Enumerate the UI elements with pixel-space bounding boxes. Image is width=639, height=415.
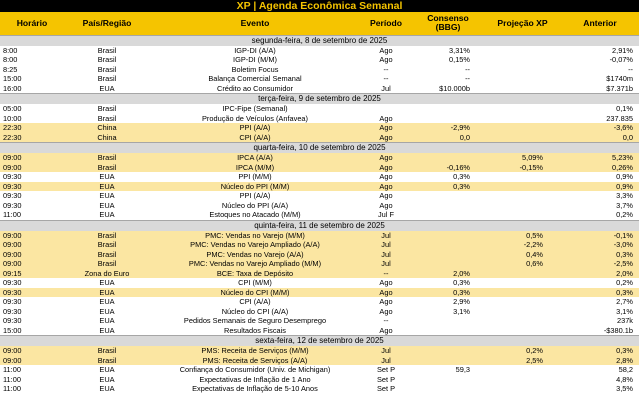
table-row bbox=[0, 123, 639, 133]
cell-evento: IGP-DI (A/A) bbox=[234, 45, 276, 55]
cell-pais: Brasil bbox=[64, 163, 150, 173]
cell-evento: Pedidos Semanais de Seguro Desemprego bbox=[183, 316, 327, 325]
cell-periodo: Set P bbox=[376, 384, 396, 393]
cell-consenso bbox=[412, 259, 484, 269]
cell-consenso: 0,3% bbox=[412, 288, 484, 298]
cell-projecao bbox=[484, 269, 561, 279]
header-pais: País/Região bbox=[82, 17, 132, 28]
cell-projecao bbox=[484, 278, 561, 288]
cell-anterior: 58,2 bbox=[618, 365, 633, 374]
cell-horario: 8:00 bbox=[3, 45, 18, 55]
day-header-row bbox=[0, 220, 639, 231]
cell-periodo: Ago bbox=[379, 325, 393, 335]
cell-horario: 22:30 bbox=[0, 133, 64, 143]
cell-horario: 09:30 bbox=[3, 278, 22, 287]
table-row bbox=[0, 269, 639, 279]
cell-consenso bbox=[412, 104, 484, 114]
table-row bbox=[0, 365, 639, 375]
cell-pais: Brasil bbox=[64, 250, 150, 260]
cell-consenso bbox=[412, 326, 484, 336]
cell-horario: 09:00 bbox=[0, 231, 64, 241]
cell-evento: Balança Comercial Semanal bbox=[208, 74, 302, 83]
table-row bbox=[0, 288, 639, 298]
cell-evento: PMS: Receita de Serviços (M/M) bbox=[150, 346, 360, 356]
cell-pais: EUA bbox=[99, 83, 115, 93]
header-evento: Evento bbox=[240, 17, 270, 28]
cell-projecao bbox=[484, 191, 561, 201]
table-row bbox=[0, 201, 639, 211]
cell-evento: IPC-Fipe (Semanal) bbox=[222, 104, 288, 113]
cell-consenso: 0,3% bbox=[453, 278, 470, 287]
cell-consenso bbox=[412, 240, 484, 250]
cell-projecao bbox=[484, 210, 561, 220]
cell-horario: 15:00 bbox=[3, 74, 22, 83]
cell-periodo: Ago bbox=[379, 306, 393, 316]
cell-horario: 11:00 bbox=[3, 374, 21, 384]
cell-pais: EUA bbox=[99, 297, 115, 306]
cell-projecao bbox=[484, 104, 561, 114]
cell-projecao: 0,2% bbox=[484, 346, 561, 356]
cell-horario: 09:30 bbox=[3, 316, 22, 325]
cell-projecao bbox=[484, 384, 561, 394]
cell-horario: 09:00 bbox=[0, 346, 64, 356]
cell-periodo: Set P bbox=[376, 365, 396, 374]
cell-periodo: Jul bbox=[360, 346, 412, 356]
cell-anterior: 0,1% bbox=[616, 104, 633, 113]
cell-consenso bbox=[412, 191, 484, 201]
agenda-table bbox=[0, 12, 639, 394]
cell-projecao bbox=[484, 297, 561, 307]
cell-evento: BCE: Taxa de Depósito bbox=[150, 269, 360, 279]
cell-anterior: -- bbox=[628, 64, 633, 74]
cell-evento: Produção de Veículos (Anfavea) bbox=[202, 113, 308, 123]
cell-evento: PPI (A/A) bbox=[239, 191, 271, 200]
cell-evento: PMS: Receita de Serviços (A/A) bbox=[150, 356, 360, 366]
cell-pais: EUA bbox=[64, 182, 150, 192]
cell-horario: 11:00 bbox=[3, 210, 21, 219]
cell-consenso: 0,3% bbox=[453, 172, 470, 181]
cell-periodo: Ago bbox=[360, 163, 412, 173]
cell-evento: PMC: Vendas no Varejo Ampliado (M/M) bbox=[150, 259, 360, 269]
cell-pais: EUA bbox=[99, 384, 115, 393]
header-projecao: Projeção XP bbox=[497, 17, 548, 28]
cell-periodo: -- bbox=[383, 64, 389, 74]
cell-periodo bbox=[360, 104, 412, 114]
cell-consenso bbox=[412, 346, 484, 356]
cell-evento: IPCA (A/A) bbox=[150, 153, 360, 163]
cell-anterior: 0,3% bbox=[561, 346, 639, 356]
agenda-body bbox=[0, 35, 639, 394]
cell-horario: 11:00 bbox=[3, 384, 21, 393]
cell-pais: EUA bbox=[99, 191, 115, 200]
cell-consenso bbox=[412, 210, 484, 220]
cell-projecao: 0,4% bbox=[484, 250, 561, 260]
cell-pais: Brasil bbox=[97, 113, 117, 123]
table-row bbox=[0, 375, 639, 385]
cell-projecao bbox=[484, 114, 561, 124]
cell-horario: 22:30 bbox=[0, 123, 64, 133]
cell-pais: Brasil bbox=[64, 240, 150, 250]
cell-periodo: Ago bbox=[360, 123, 412, 133]
table-row bbox=[0, 307, 639, 317]
cell-pais: EUA bbox=[99, 172, 115, 181]
day-label: quinta-feira, 11 de setembro de 2025 bbox=[0, 220, 639, 231]
cell-anterior: 4,8% bbox=[616, 374, 633, 384]
table-row bbox=[0, 84, 639, 94]
cell-consenso: 59,3 bbox=[455, 365, 470, 374]
table-row bbox=[0, 250, 639, 260]
cell-periodo: Ago bbox=[360, 153, 412, 163]
cell-horario: 09:30 bbox=[3, 306, 22, 316]
table-row bbox=[0, 163, 639, 173]
cell-projecao bbox=[484, 316, 561, 326]
cell-horario: 8:00 bbox=[3, 55, 18, 64]
table-row bbox=[0, 114, 639, 124]
cell-pais: EUA bbox=[99, 325, 115, 335]
cell-pais: Brasil bbox=[97, 104, 117, 113]
cell-horario: 10:00 bbox=[3, 113, 22, 123]
cell-projecao bbox=[484, 375, 561, 385]
cell-periodo: -- bbox=[383, 316, 389, 325]
day-label: segunda-feira, 8 de setembro de 2025 bbox=[0, 35, 639, 46]
cell-periodo: Ago bbox=[360, 288, 412, 298]
table-row bbox=[0, 153, 639, 163]
cell-evento: Núcleo do CPI (A/A) bbox=[221, 306, 289, 316]
cell-horario: 09:30 bbox=[0, 288, 64, 298]
cell-consenso: 2,9% bbox=[453, 297, 470, 306]
cell-projecao: -2,2% bbox=[484, 240, 561, 250]
cell-horario: 09:00 bbox=[0, 153, 64, 163]
cell-horario: 09:00 bbox=[0, 356, 64, 366]
cell-consenso: 2,0% bbox=[412, 269, 484, 279]
cell-pais: EUA bbox=[99, 306, 115, 316]
cell-anterior: -2,5% bbox=[561, 259, 639, 269]
table-row bbox=[0, 297, 639, 307]
cell-anterior: 5,23% bbox=[561, 153, 639, 163]
cell-evento: Resultados Fiscais bbox=[223, 325, 287, 335]
cell-projecao bbox=[484, 84, 561, 94]
table-row bbox=[0, 210, 639, 220]
cell-periodo: Ago bbox=[379, 113, 393, 123]
cell-evento: CPI (A/A) bbox=[150, 133, 360, 143]
table-row bbox=[0, 240, 639, 250]
cell-pais: EUA bbox=[99, 374, 115, 384]
cell-projecao bbox=[484, 46, 561, 56]
cell-periodo: -- bbox=[360, 269, 412, 279]
cell-evento: PMC: Vendas no Varejo (A/A) bbox=[150, 250, 360, 260]
cell-consenso bbox=[412, 231, 484, 241]
cell-anterior: 2,7% bbox=[616, 297, 633, 306]
cell-pais: Brasil bbox=[64, 346, 150, 356]
cell-pais: Brasil bbox=[64, 259, 150, 269]
cell-evento: CPI (M/M) bbox=[238, 278, 272, 287]
cell-anterior: 3,5% bbox=[616, 384, 633, 393]
cell-horario: 16:00 bbox=[3, 83, 22, 93]
cell-evento: Estoques no Atacado (M/M) bbox=[209, 210, 301, 219]
cell-pais: EUA bbox=[64, 288, 150, 298]
cell-horario: 09:30 bbox=[3, 297, 22, 306]
cell-anterior: 237k bbox=[616, 316, 633, 325]
cell-projecao bbox=[484, 55, 561, 65]
table-row bbox=[0, 46, 639, 56]
cell-anterior: 0,3% bbox=[561, 288, 639, 298]
cell-anterior: 0,0 bbox=[561, 133, 639, 143]
header-anterior: Anterior bbox=[583, 17, 617, 28]
cell-anterior: -3,0% bbox=[561, 240, 639, 250]
cell-projecao: 5,09% bbox=[484, 153, 561, 163]
cell-pais: EUA bbox=[99, 278, 115, 287]
cell-evento: PPI (M/M) bbox=[238, 172, 272, 181]
cell-consenso bbox=[412, 153, 484, 163]
cell-anterior: -3,6% bbox=[561, 123, 639, 133]
cell-consenso bbox=[412, 356, 484, 366]
cell-periodo: -- bbox=[383, 74, 389, 83]
cell-horario: 09:00 bbox=[0, 250, 64, 260]
cell-horario: 09:00 bbox=[0, 259, 64, 269]
cell-consenso: 0,0 bbox=[412, 133, 484, 143]
cell-horario: 09:15 bbox=[0, 269, 64, 279]
cell-evento: Confiança do Consumidor (Univ. de Michigan) bbox=[179, 365, 331, 374]
day-header-row bbox=[0, 143, 639, 154]
cell-anterior: 237.835 bbox=[606, 113, 633, 123]
cell-pais: Brasil bbox=[97, 55, 117, 64]
cell-projecao: 0,6% bbox=[484, 259, 561, 269]
cell-pais: Brasil bbox=[97, 64, 117, 74]
cell-anterior: 2,8% bbox=[561, 356, 639, 366]
cell-projecao bbox=[484, 182, 561, 192]
cell-projecao: 0,5% bbox=[484, 231, 561, 241]
cell-consenso: 0,3% bbox=[412, 182, 484, 192]
cell-periodo: Ago bbox=[379, 297, 393, 306]
cell-projecao bbox=[484, 123, 561, 133]
cell-anterior: -0,07% bbox=[609, 55, 633, 64]
cell-projecao bbox=[484, 307, 561, 317]
cell-horario: 15:00 bbox=[3, 325, 22, 335]
cell-anterior: 2,91% bbox=[612, 45, 633, 55]
cell-projecao: 2,5% bbox=[484, 356, 561, 366]
cell-anterior: $1740m bbox=[606, 74, 633, 83]
cell-pais: Brasil bbox=[97, 45, 117, 55]
cell-consenso: $10.000b bbox=[439, 83, 470, 93]
table-row bbox=[0, 172, 639, 182]
cell-consenso: 0,15% bbox=[449, 55, 470, 64]
cell-pais: Brasil bbox=[64, 231, 150, 241]
cell-consenso bbox=[412, 250, 484, 260]
cell-periodo: Jul bbox=[381, 83, 391, 93]
cell-horario: 09:00 bbox=[0, 240, 64, 250]
cell-consenso bbox=[412, 316, 484, 326]
cell-evento: Núcleo do CPI (M/M) bbox=[150, 288, 360, 298]
cell-projecao bbox=[484, 133, 561, 143]
cell-periodo: Jul F bbox=[377, 210, 394, 219]
cell-evento: Núcleo do PPI (M/M) bbox=[150, 182, 360, 192]
cell-periodo: Ago bbox=[379, 191, 393, 200]
table-row bbox=[0, 55, 639, 65]
cell-evento: Núcleo do PPI (A/A) bbox=[221, 200, 289, 210]
cell-anterior: 0,26% bbox=[561, 163, 639, 173]
cell-pais: EUA bbox=[99, 210, 115, 219]
day-label: sexta-feira, 12 de setembro de 2025 bbox=[0, 336, 639, 347]
cell-evento: IPCA (M/M) bbox=[150, 163, 360, 173]
cell-anterior: 3,1% bbox=[616, 306, 633, 316]
header-horario: Horário bbox=[16, 17, 48, 28]
table-row bbox=[0, 231, 639, 241]
table-row bbox=[0, 384, 639, 394]
cell-periodo: Ago bbox=[379, 55, 393, 64]
cell-evento: Expectativas de Inflação de 1 Ano bbox=[199, 374, 311, 384]
cell-anterior: 0,9% bbox=[561, 182, 639, 192]
cell-anterior: -0,1% bbox=[561, 231, 639, 241]
cell-horario: 09:30 bbox=[3, 172, 22, 181]
cell-consenso: -2,9% bbox=[412, 123, 484, 133]
cell-horario: 09:30 bbox=[3, 200, 22, 210]
cell-anterior: 3,3% bbox=[616, 191, 633, 200]
cell-periodo: Jul bbox=[360, 250, 412, 260]
cell-periodo: Ago bbox=[379, 172, 393, 181]
cell-projecao: -0,15% bbox=[484, 163, 561, 173]
cell-anterior: 2,0% bbox=[561, 269, 639, 279]
cell-consenso: -0,16% bbox=[412, 163, 484, 173]
cell-projecao bbox=[484, 365, 561, 375]
day-header-row bbox=[0, 336, 639, 347]
table-row bbox=[0, 104, 639, 114]
day-header-row bbox=[0, 35, 639, 46]
agenda-title: XP | Agenda Econômica Semanal bbox=[0, 0, 639, 12]
cell-periodo: Jul bbox=[360, 240, 412, 250]
table-row bbox=[0, 259, 639, 269]
day-header-row bbox=[0, 94, 639, 105]
day-label: terça-feira, 9 de setembro de 2025 bbox=[0, 94, 639, 105]
cell-anterior: 0,2% bbox=[616, 210, 633, 219]
cell-periodo: Set P bbox=[376, 374, 396, 384]
cell-periodo: Jul bbox=[360, 259, 412, 269]
cell-pais: Brasil bbox=[64, 356, 150, 366]
header-consenso: Consenso (BBG) bbox=[427, 13, 469, 33]
table-row bbox=[0, 191, 639, 201]
table-row bbox=[0, 65, 639, 75]
cell-pais: China bbox=[64, 123, 150, 133]
cell-horario: 11:00 bbox=[3, 365, 21, 374]
cell-pais: EUA bbox=[99, 200, 115, 210]
header-row bbox=[0, 12, 639, 35]
table-row bbox=[0, 326, 639, 336]
cell-projecao bbox=[484, 288, 561, 298]
cell-anterior: -$380.1b bbox=[603, 325, 633, 335]
cell-periodo: Ago bbox=[360, 133, 412, 143]
cell-pais: EUA bbox=[99, 316, 115, 325]
cell-projecao bbox=[484, 201, 561, 211]
cell-evento: IGP-DI (M/M) bbox=[233, 55, 277, 64]
table-row bbox=[0, 74, 639, 84]
cell-periodo: Jul bbox=[360, 356, 412, 366]
cell-projecao bbox=[484, 326, 561, 336]
cell-evento: PMC: Vendas no Varejo Ampliado (A/A) bbox=[150, 240, 360, 250]
cell-consenso bbox=[412, 114, 484, 124]
cell-periodo: Ago bbox=[360, 182, 412, 192]
cell-consenso bbox=[412, 201, 484, 211]
cell-periodo: Ago bbox=[379, 200, 393, 210]
cell-consenso: -- bbox=[465, 74, 470, 83]
cell-consenso: 3,1% bbox=[453, 306, 470, 316]
cell-anterior: 0,9% bbox=[616, 172, 633, 181]
cell-evento: CPI (A/A) bbox=[239, 297, 271, 306]
cell-projecao bbox=[484, 65, 561, 75]
cell-horario: 09:30 bbox=[0, 182, 64, 192]
cell-anterior: 0,3% bbox=[561, 250, 639, 260]
cell-evento: Crédito ao Consumidor bbox=[217, 83, 293, 93]
cell-horario: 09:30 bbox=[3, 191, 22, 200]
cell-evento: PMC: Vendas no Varejo (M/M) bbox=[150, 231, 360, 241]
table-row bbox=[0, 356, 639, 366]
header-periodo: Período bbox=[370, 17, 402, 28]
cell-evento: PPI (A/A) bbox=[150, 123, 360, 133]
cell-pais: Zona do Euro bbox=[64, 269, 150, 279]
cell-horario: 8:25 bbox=[3, 64, 18, 74]
cell-evento: Expectativas de Inflação de 5-10 Anos bbox=[192, 384, 318, 393]
cell-pais: EUA bbox=[99, 365, 115, 374]
cell-evento: Boletim Focus bbox=[231, 64, 279, 74]
table-row bbox=[0, 316, 639, 326]
cell-anterior: $7.371b bbox=[606, 83, 633, 93]
cell-consenso: -- bbox=[465, 64, 470, 74]
cell-anterior: 0,2% bbox=[616, 278, 633, 287]
table-row bbox=[0, 133, 639, 143]
cell-pais: Brasil bbox=[97, 74, 117, 83]
cell-horario: 05:00 bbox=[3, 104, 22, 113]
cell-projecao bbox=[484, 74, 561, 84]
table-row bbox=[0, 278, 639, 288]
cell-horario: 09:00 bbox=[0, 163, 64, 173]
table-row bbox=[0, 346, 639, 356]
cell-anterior: 3,7% bbox=[616, 200, 633, 210]
cell-periodo: Jul bbox=[360, 231, 412, 241]
cell-consenso bbox=[412, 384, 484, 394]
cell-consenso bbox=[412, 375, 484, 385]
cell-pais: China bbox=[64, 133, 150, 143]
cell-periodo: Ago bbox=[379, 278, 393, 287]
cell-consenso: 3,31% bbox=[449, 45, 470, 55]
cell-pais: Brasil bbox=[64, 153, 150, 163]
table-row bbox=[0, 182, 639, 192]
cell-projecao bbox=[484, 172, 561, 182]
day-label: quarta-feira, 10 de setembro de 2025 bbox=[0, 143, 639, 154]
cell-periodo: Ago bbox=[379, 45, 393, 55]
